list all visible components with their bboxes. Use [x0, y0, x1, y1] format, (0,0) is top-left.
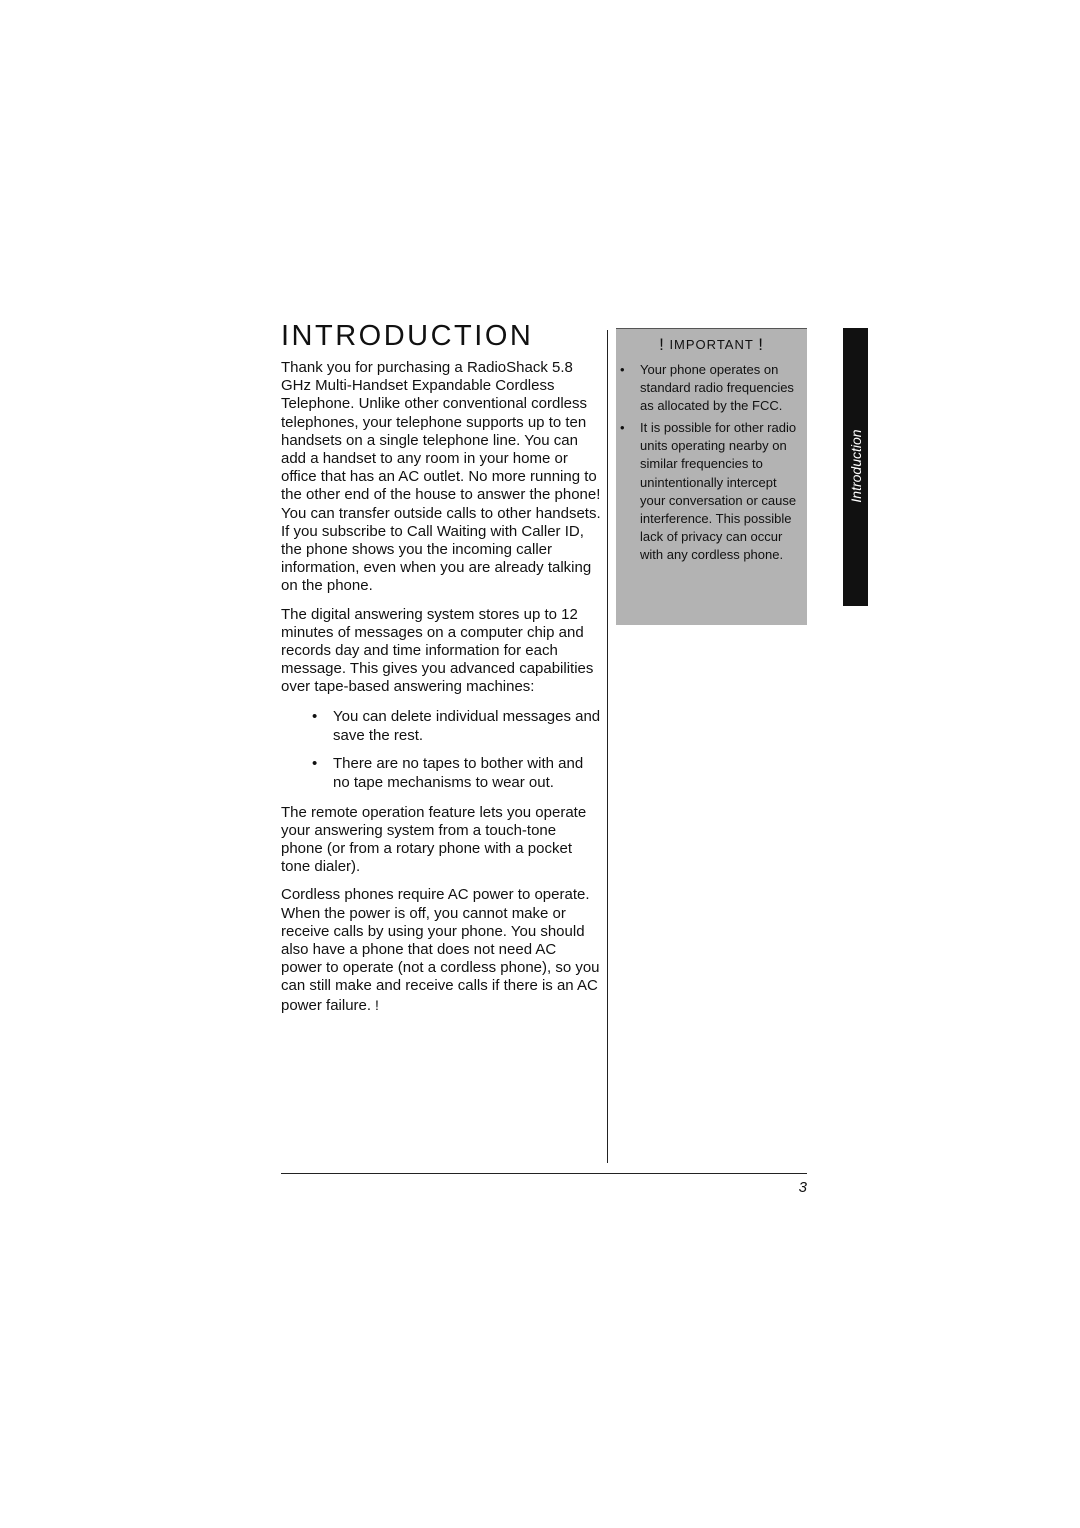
- intro-paragraph: Thank you for purchasing a RadioShack 5.8 GHz Multi-Handset Expandable Cordless Telephone. Unlike other conventional cordless telephones, your telephone supports up to ten handsets on a single telephone line. You can add a handset to any room in your home or office that has an AC outlet. No more running to the other end of the house to answer the phone! You can transfer outside calls to other handsets. If you subscribe to Call Waiting with Caller ID, the phone shows you the incoming caller information, even when you are already talking on the phone.: [281, 359, 601, 595]
- ac-power-paragraph: [281, 886, 601, 1014]
- bullet-icon: •: [312, 707, 318, 725]
- exclamation-icon: !: [758, 335, 764, 354]
- important-label: IMPORTANT: [669, 337, 754, 352]
- important-callout: [616, 328, 807, 625]
- bullet-icon: •: [620, 420, 625, 436]
- main-column: [281, 359, 601, 1025]
- important-list: [616, 361, 807, 564]
- list-item: [281, 754, 601, 793]
- list-item-text: It is possible for other radio units operating nearby on similar frequencies to unintentionally intercept your conversation or cause interference. This possible lack of privacy can occur with any cordless phone.: [640, 420, 797, 562]
- remote-operation-paragraph: The remote operation feature lets you operate your answering system from a touch-tone phone (or from a rotary phone with a pocket tone dialer).: [281, 803, 587, 876]
- footer-rule: [281, 1173, 807, 1174]
- exclamation-icon: !: [659, 335, 665, 354]
- list-item: [616, 419, 807, 564]
- bullet-icon: •: [312, 754, 318, 772]
- list-item-text: You can delete individual messages and save the rest.: [333, 707, 601, 745]
- ac-power-text: Cordless phones require AC power to operate. When the power is off, you cannot make or receive calls by using your phone. You should also have a phone that does not need AC power to operate (not a cordless phone), so you can still make and receive calls if there is an AC power failure.: [281, 886, 600, 1014]
- list-item: [616, 361, 807, 415]
- features-list: [281, 707, 601, 793]
- column-divider: [607, 330, 608, 1163]
- list-item-text: Your phone operates on standard radio frequencies as allocated by the FCC.: [640, 362, 794, 414]
- bullet-icon: •: [620, 362, 625, 377]
- list-item-text: There are no tapes to bother with and no tape mechanisms to wear out.: [333, 754, 584, 792]
- list-item: [281, 707, 601, 746]
- page-title: INTRODUCTION: [281, 320, 534, 352]
- answering-system-paragraph: The digital answering system stores up to 12 minutes of messages on a computer chip and records day and time information for each message. This gives you advanced capabilities over tape-based answering machines:: [281, 605, 594, 696]
- important-heading: [616, 335, 807, 355]
- end-of-section-mark: !: [375, 996, 379, 1013]
- page-number: 3: [798, 1179, 807, 1196]
- section-tab-label: Introduction: [847, 429, 864, 503]
- section-tab: [843, 328, 868, 606]
